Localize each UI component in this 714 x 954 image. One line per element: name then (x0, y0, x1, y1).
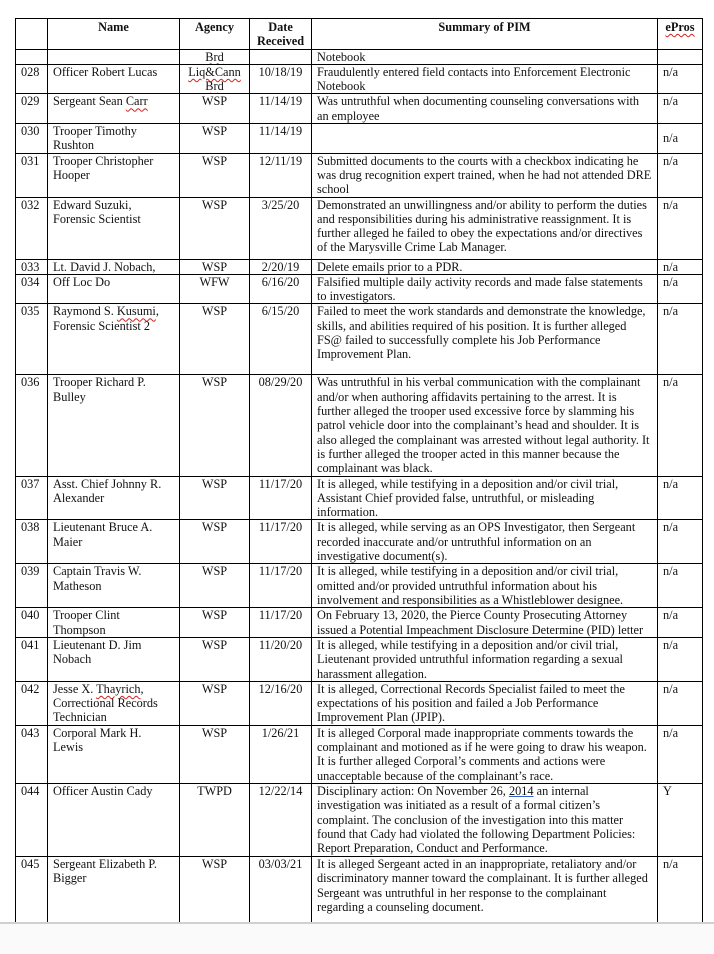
cell-number: 039 (16, 564, 48, 608)
spellcheck-flagged-word: Brd (205, 49, 224, 64)
table-row (16, 856, 703, 931)
spellcheck-flagged-word: Brd (205, 79, 224, 94)
spellcheck-flagged-word: ePros (665, 20, 695, 34)
cell-date: 03/03/21 (250, 856, 312, 931)
table-row (16, 124, 703, 154)
cell-number: 043 (16, 725, 48, 783)
cell-number: 044 (16, 783, 48, 856)
cell-epros: n/a (658, 856, 703, 931)
table-row (16, 637, 703, 681)
cell-summary: It is alleged, while testifying in a deposition and/or civil trial, Assistant Chief provided false, untruthful, or misleading information. (312, 476, 658, 520)
cell-agency: WSP (180, 94, 250, 124)
cell-name: Trooper Clint Thompson (48, 608, 180, 638)
cell-date: 3/25/20 (250, 197, 312, 259)
cell-summary: Submitted documents to the courts with a checkbox indicating he was drug recognition expert trained, when he had not attended DRE school (312, 153, 658, 197)
table-row (16, 304, 703, 375)
cell-number: 038 (16, 520, 48, 564)
cell-date: 2/20/19 (250, 259, 312, 274)
cell-name: Trooper Christopher Hooper (48, 153, 180, 197)
pim-table (15, 18, 703, 932)
cell-summary: Disciplinary action: On November 26, 2014 an internal investigation was initiated as a result of a formal citizen’s complaint. The conclusion of the investigation into this matter found that Cady had violated the following Department Policies: Report Preparation, Conduct and Performance. (312, 783, 658, 856)
cell-number: 029 (16, 94, 48, 124)
table-row (16, 608, 703, 638)
cell-epros: n/a (658, 608, 703, 638)
cell-number: 035 (16, 304, 48, 375)
cell-date: 11/14/19 (250, 94, 312, 124)
cell-agency (180, 64, 250, 94)
cell-epros: n/a (658, 259, 703, 274)
cell-number: 031 (16, 153, 48, 197)
table-row (16, 94, 703, 124)
cell-epros: n/a (658, 197, 703, 259)
cell-number: 037 (16, 476, 48, 520)
table-row (16, 725, 703, 783)
cell-number: 032 (16, 197, 48, 259)
cell-agency: WSP (180, 153, 250, 197)
cell-name: Lieutenant Bruce A. Maier (48, 520, 180, 564)
cell-summary: It is alleged Corporal made inappropriate comments towards the complainant and motioned as if he were going to draw his weapon. It is further alleged Corporal’s comments and actions were unacceptable because of the complainant’s race. (312, 725, 658, 783)
cell-epros: n/a (658, 681, 703, 725)
spellcheck-flagged-word: Carr (125, 94, 148, 109)
cell-date: 1/26/21 (250, 725, 312, 783)
cell-name: Officer Austin Cady (48, 783, 180, 856)
table-row (16, 153, 703, 197)
cell-agency: WSP (180, 564, 250, 608)
cell-agency: WSP (180, 520, 250, 564)
cell-agency (180, 49, 250, 64)
cell-summary: Failed to meet the work standards and demonstrate the knowledge, skills, and abilities required of his position. It is further alleged FS@ failed to successfully complete his Job Performance Improvement Plan. (312, 304, 658, 375)
cell-name: Officer Robert Lucas (48, 64, 180, 94)
cell-name: Trooper Timothy Rushton (48, 124, 180, 154)
cell-epros: n/a (658, 637, 703, 681)
cell-summary: Delete emails prior to a PDR. (312, 259, 658, 274)
cell-summary: Notebook (312, 49, 658, 64)
cell-epros: n/a (658, 476, 703, 520)
cell-summary: It is alleged, Correctional Records Specialist failed to meet the expectations of his position and failed a Job Performance Improvement Plan (JPIP). (312, 681, 658, 725)
date-smart-tag[interactable]: 2014 (508, 783, 534, 798)
table-row (16, 274, 703, 304)
cell-epros: n/a (658, 64, 703, 94)
spellcheck-flagged-word: Kusumi (116, 304, 156, 319)
cell-date: 12/16/20 (250, 681, 312, 725)
table-row (16, 520, 703, 564)
cell-agency: WSP (180, 375, 250, 476)
header-name: Name (48, 19, 180, 50)
cell-number: 045 (16, 856, 48, 931)
cell-number: 042 (16, 681, 48, 725)
cell-agency: WSP (180, 476, 250, 520)
table-row (16, 476, 703, 520)
cell-name: Lieutenant D. Jim Nobach (48, 637, 180, 681)
cell-agency: WSP (180, 304, 250, 375)
cell-summary: Was untruthful when documenting counseling conversations with an employee (312, 94, 658, 124)
cell-summary: Falsified multiple daily activity records and made false statements to investigators. (312, 274, 658, 304)
table-row (16, 564, 703, 608)
header-date-received: Date Received (250, 19, 312, 50)
cell-summary: It is alleged, while serving as an OPS Investigator, then Sergeant recorded inaccurate and/or untruthful information on an investigative document(s). (312, 520, 658, 564)
cell-date: 6/15/20 (250, 304, 312, 375)
cell-agency: WSP (180, 725, 250, 783)
cell-name (48, 49, 180, 64)
cell-epros: n/a (658, 725, 703, 783)
header-agency: Agency (180, 19, 250, 50)
cell-number: 036 (16, 375, 48, 476)
cell-agency: TWPD (180, 783, 250, 856)
cell-date: 08/29/20 (250, 375, 312, 476)
cell-epros (658, 49, 703, 64)
cell-date: 11/20/20 (250, 637, 312, 681)
cell-date: 6/16/20 (250, 274, 312, 304)
cell-number: 034 (16, 274, 48, 304)
cell-agency: WSP (180, 259, 250, 274)
cell-summary (312, 124, 658, 154)
cell-name: Off Loc Do (48, 274, 180, 304)
table-row (16, 783, 703, 856)
header-summary: Summary of PIM (312, 19, 658, 50)
cell-name: Asst. Chief Johnny R. Alexander (48, 476, 180, 520)
spellcheck-flagged-word: Liq&Cann (188, 64, 241, 79)
cell-summary: It is alleged Sergeant acted in an inappropriate, retaliatory and/or discriminatory manner toward the complainant. It is further alleged Sergeant was untruthful in her response to the complainant regarding a counseling document. (312, 856, 658, 931)
cell-name: Raymond S. Kusumi, Forensic Scientist 2 (48, 304, 180, 375)
cell-name: Sergeant Elizabeth P. Bigger (48, 856, 180, 931)
viewer-page-gap (0, 922, 714, 954)
table-row (16, 681, 703, 725)
cell-summary: It is alleged, while testifying in a deposition and/or civil trial, Lieutenant provided untruthful information regarding a sexual harassment allegation. (312, 637, 658, 681)
table-header-row (16, 19, 703, 50)
cell-agency: WSP (180, 608, 250, 638)
table-row (16, 259, 703, 274)
cell-epros: n/a (658, 94, 703, 124)
cell-agency: WSP (180, 856, 250, 931)
cell-epros: n/a (658, 124, 703, 154)
cell-date (250, 49, 312, 64)
cell-number (16, 49, 48, 64)
cell-epros: n/a (658, 564, 703, 608)
cell-date: 10/18/19 (250, 64, 312, 94)
cell-date: 12/11/19 (250, 153, 312, 197)
cell-name: Jesse X. Thayrich, Correctional Records Technician (48, 681, 180, 725)
cell-name: Corporal Mark H. Lewis (48, 725, 180, 783)
cell-number: 040 (16, 608, 48, 638)
cell-epros: n/a (658, 304, 703, 375)
cell-number: 028 (16, 64, 48, 94)
cell-name: Trooper Richard P. Bulley (48, 375, 180, 476)
cell-date: 11/17/20 (250, 476, 312, 520)
cell-number: 041 (16, 637, 48, 681)
cell-date: 11/17/20 (250, 608, 312, 638)
table-row (16, 64, 703, 94)
table-row-continuation (16, 49, 703, 64)
cell-summary: Demonstrated an unwillingness and/or ability to perform the duties and responsibilities during his administrative reassignment. It is further alleged he failed to obey the expectations and/or directives of the Marysville Crime Lab Manager. (312, 197, 658, 259)
cell-name: Captain Travis W. Matheson (48, 564, 180, 608)
cell-date: 11/17/20 (250, 520, 312, 564)
cell-name: Sergeant Sean Carr (48, 94, 180, 124)
header-number (16, 19, 48, 50)
cell-epros: n/a (658, 274, 703, 304)
cell-epros: n/a (658, 153, 703, 197)
table-row (16, 197, 703, 259)
cell-name: Lt. David J. Nobach, (48, 259, 180, 274)
header-epros (658, 19, 703, 50)
spellcheck-flagged-word: Thayrich (96, 681, 141, 696)
cell-number: 030 (16, 124, 48, 154)
cell-summary: On February 13, 2020, the Pierce County Prosecuting Attorney issued a Potential Impeachment Disclosure Determine (PID) letter (312, 608, 658, 638)
table-row (16, 375, 703, 476)
cell-summary: Was untruthful in his verbal communication with the complainant and/or when authoring affidavits pertaining to the arrest. It is further alleged the trooper used excessive force by slamming his patrol vehicle door into the complainant’s head and shoulder. It is also alleged the complainant was arrested without legal authority. It is further alleged the trooper acted in this manner because the complainant was black. (312, 375, 658, 476)
cell-summary: It is alleged, while testifying in a deposition and/or civil trial, omitted and/or provided untruthful information about his involvement and responsibilities as a Whistleblower designee. (312, 564, 658, 608)
cell-number: 033 (16, 259, 48, 274)
cell-date: 11/17/20 (250, 564, 312, 608)
cell-date: 12/22/14 (250, 783, 312, 856)
cell-name: Edward Suzuki, Forensic Scientist (48, 197, 180, 259)
cell-epros: n/a (658, 520, 703, 564)
cell-agency: WSP (180, 681, 250, 725)
cell-date: 11/14/19 (250, 124, 312, 154)
cell-agency: WFW (180, 274, 250, 304)
cell-summary: Fraudulently entered field contacts into Enforcement Electronic Notebook (312, 64, 658, 94)
cell-agency: WSP (180, 124, 250, 154)
cell-epros: Y (658, 783, 703, 856)
cell-epros: n/a (658, 375, 703, 476)
cell-agency: WSP (180, 637, 250, 681)
cell-agency: WSP (180, 197, 250, 259)
